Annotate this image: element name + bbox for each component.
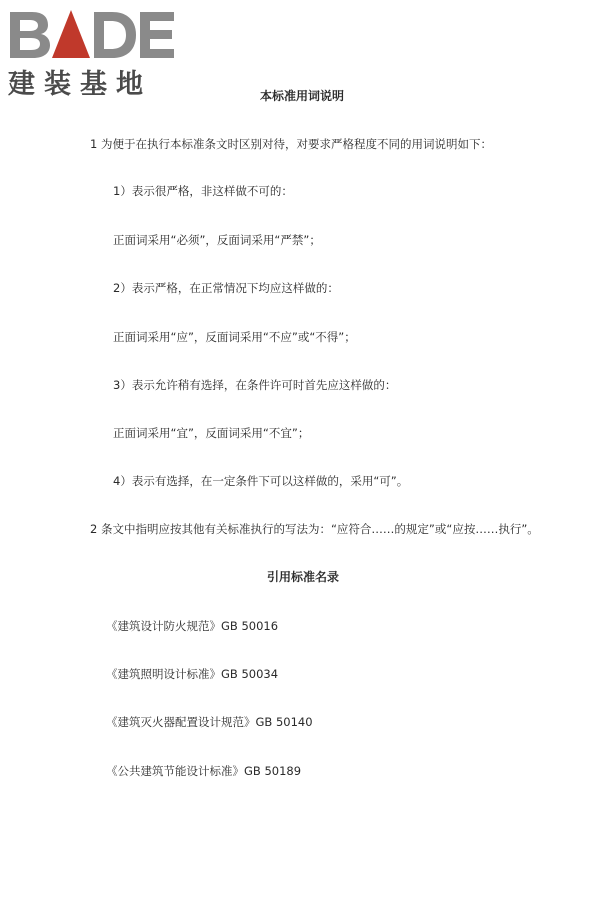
reference-item: 《公共建筑节能设计标准》GB 50189 xyxy=(106,764,302,778)
list-item: 正面词采用“应”，反面词采用“不应”或“不得”； xyxy=(113,330,356,344)
clause-2: 2 条文中指明应按其他有关标准执行的写法为：“应符合……的规定”或“应按……执行”。 xyxy=(90,522,539,536)
reference-item: 《建筑设计防火规范》GB 50016 xyxy=(106,619,279,633)
list-item: 1）表示很严格，非这样做不可的： xyxy=(113,184,293,198)
reference-item: 《建筑灭火器配置设计规范》GB 50140 xyxy=(106,715,313,729)
list-item: 2）表示严格，在正常情况下均应这样做的： xyxy=(113,281,339,295)
brand-logo xyxy=(8,6,178,100)
bade-logo-mark xyxy=(8,6,176,62)
list-item: 正面词采用“宜”，反面词采用“不宜”； xyxy=(113,426,310,440)
brand-name-cn: 建装基地 xyxy=(8,69,152,100)
list-item: 3）表示允许稍有选择，在条件许可时首先应这样做的： xyxy=(113,378,397,392)
list-item: 4）表示有选择，在一定条件下可以这样做的，采用“可”。 xyxy=(113,474,409,488)
clause-1-intro: 1 为便于在执行本标准条文时区别对待，对要求严格程度不同的用词说明如下： xyxy=(90,137,492,151)
section-heading-terms: 本标准用词说明 xyxy=(260,89,345,103)
list-item: 正面词采用“必须”，反面词采用“严禁”； xyxy=(113,233,321,247)
section-heading-references: 引用标准名录 xyxy=(267,570,340,584)
reference-item: 《建筑照明设计标准》GB 50034 xyxy=(106,667,279,681)
